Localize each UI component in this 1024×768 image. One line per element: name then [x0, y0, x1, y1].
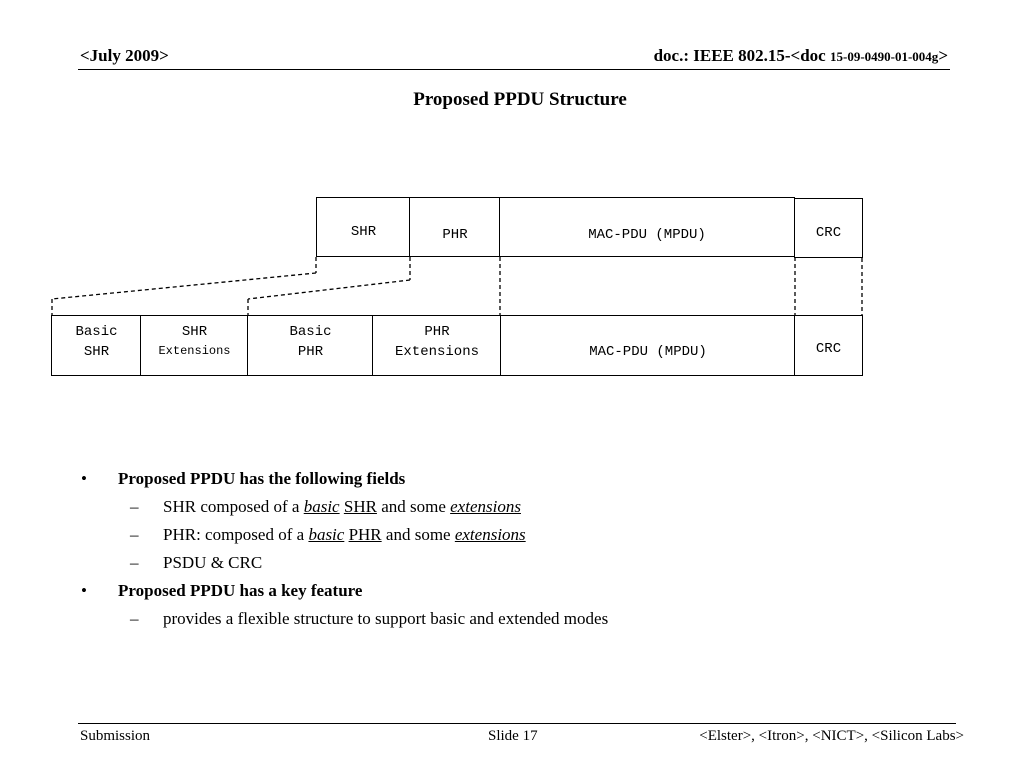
footer-rule: [78, 723, 956, 724]
s1-shr: SHR: [343, 497, 377, 516]
sub-bullet-psdu: – PSDU & CRC: [78, 553, 978, 573]
top-shr-label: SHR: [350, 224, 377, 240]
doc-suffix: >: [938, 46, 948, 65]
slide-title: Proposed PPDU Structure: [413, 89, 627, 110]
s2-ext: extensions: [454, 525, 526, 544]
top-mpdu-label: MAC-PDU (MPDU): [588, 227, 706, 243]
sub-bullet-phr: [78, 525, 978, 545]
doc-prefix: doc.: IEEE 802.15-<doc: [653, 46, 830, 65]
phr-extensions-field: [372, 315, 502, 376]
bottom-crc-field: [794, 315, 863, 376]
doc-number: 15-09-0490-01-004g: [829, 49, 939, 64]
basic-phr-label-1: Basic: [289, 324, 332, 340]
s1-ext: extensions: [450, 497, 521, 516]
basic-shr-label-2: SHR: [83, 344, 110, 360]
shr-ext-label-2: Extensions: [158, 344, 231, 358]
basic-phr-field: [247, 315, 374, 376]
bullet-list: [78, 469, 978, 637]
basic-shr-field: [51, 315, 142, 376]
top-crc-label: CRC: [815, 225, 842, 241]
bottom-crc-label: CRC: [815, 341, 842, 357]
s2-pre: PHR: composed of a: [163, 525, 309, 544]
top-phr-label: PHR: [442, 227, 468, 243]
footer-submission: Submission: [80, 728, 151, 744]
sub-bullet-flexible: – provides a flexible structure to support basic and extended modes: [78, 609, 978, 629]
sub-bullet-shr: [78, 497, 978, 517]
footer-slide-number: Slide 17: [488, 728, 538, 744]
footer-authors: <Elster>, <Itron>, <NICT>, <Silicon Labs>: [699, 728, 964, 744]
s1-mid: and some: [376, 497, 451, 516]
shr-extensions-field: [140, 315, 249, 376]
phr-ext-label-2: Extensions: [394, 344, 479, 360]
header-date: <July 2009>: [80, 46, 169, 65]
s1-basic: basic: [303, 497, 340, 516]
s2-mid: and some: [381, 525, 455, 544]
bottom-mpdu-label: MAC-PDU (MPDU): [589, 344, 707, 360]
s2-phr: PHR: [348, 525, 382, 544]
basic-shr-label-1: Basic: [75, 324, 118, 340]
bullet-key-feature: • Proposed PPDU has a key feature: [78, 581, 978, 601]
shr-ext-label-1: SHR: [181, 324, 208, 340]
bottom-mpdu-field: [500, 315, 796, 376]
s2-basic: basic: [308, 525, 345, 544]
s1-pre: SHR composed of a: [163, 497, 304, 516]
bullet-fields: • Proposed PPDU has the following fields: [78, 469, 978, 489]
basic-phr-label-2: PHR: [297, 344, 324, 360]
phr-ext-label-1: PHR: [424, 324, 450, 340]
